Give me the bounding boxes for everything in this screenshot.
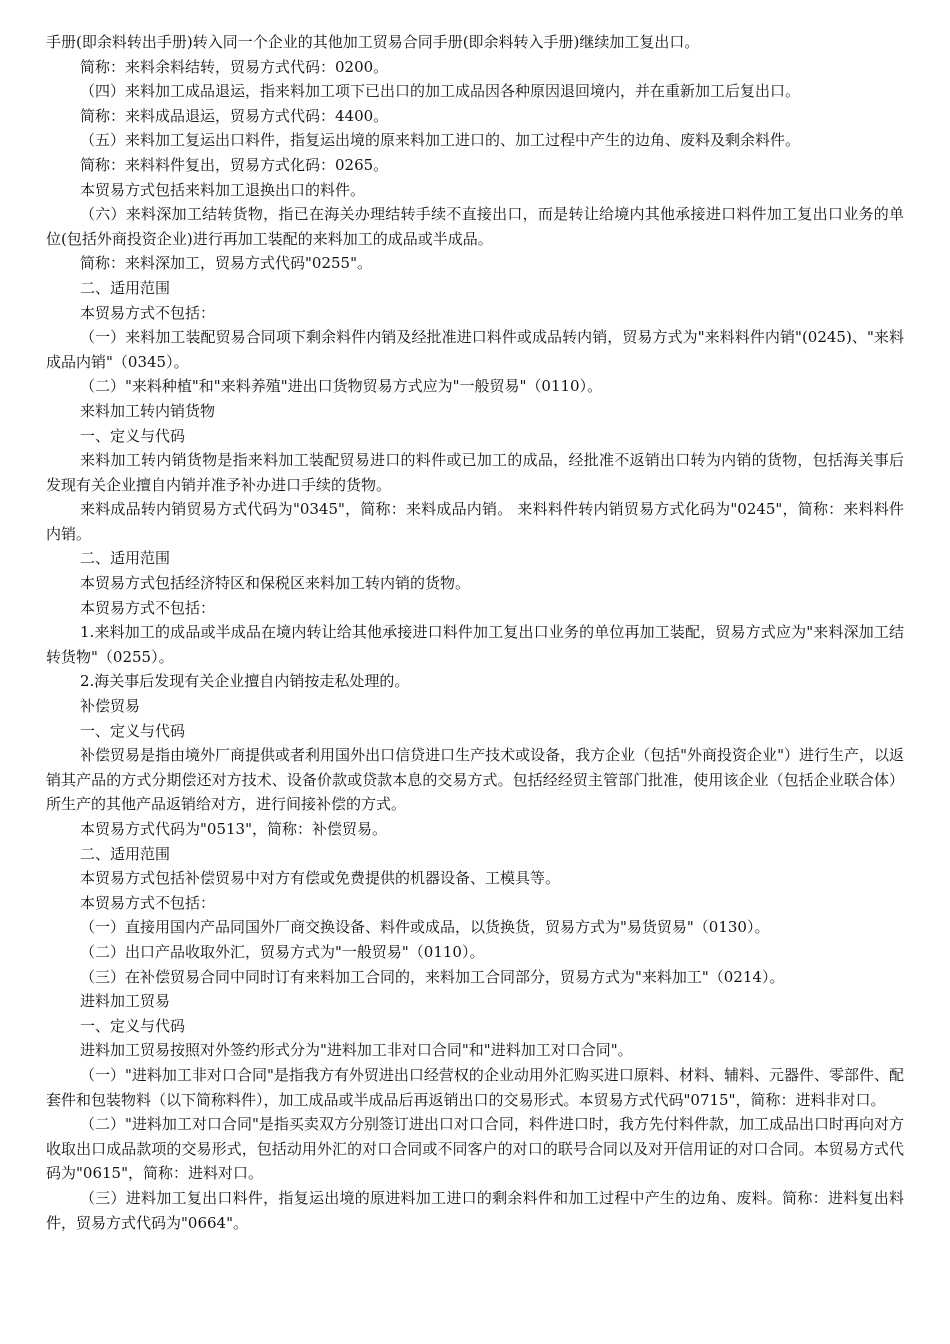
paragraph: 二、适用范围 bbox=[80, 278, 171, 297]
paragraph: （三）进料加工复出口料件，指复运出境的原进料加工进口的剩余料件和加工过程中产生的边角、废料。简称：进料复出料件，贸易方式代码为"0664"。 bbox=[46, 1188, 904, 1232]
paragraph: 手册(即余料转出手册)转入同一个企业的其他加工贸易合同手册(即余料转入手册)继续加工复出口。 bbox=[46, 33, 700, 51]
paragraph: （二）"来料种植"和"来料养殖"进出口货物贸易方式应为"一般贸易"（0110）。 bbox=[80, 377, 603, 396]
paragraph: 本贸易方式不包括： bbox=[80, 893, 216, 912]
paragraph: （二）出口产品收取外汇，贸易方式为"一般贸易"（0110）。 bbox=[80, 942, 485, 961]
paragraph: 进料加工贸易 bbox=[80, 992, 171, 1011]
paragraph: 简称：来料深加工，贸易方式代码"0255"。 bbox=[80, 254, 372, 273]
paragraph: 本贸易方式包括来料加工退换出口的料件。 bbox=[80, 180, 366, 199]
paragraph: 来料成品转内销贸易方式代码为"0345"，简称：来料成品内销。 来料料件转内销贸易方式化码为"0245"，简称：来料料件内销。 bbox=[46, 500, 904, 543]
paragraph: （六）来料深加工结转货物，指已在海关办理结转手续不直接出口，而是转让给境内其他承接进口料件加工复出口业务的单位(包括外商投资企业)进行再加工装配的来料加工的成品或半成品。 bbox=[46, 205, 904, 248]
paragraph: 补偿贸易 bbox=[80, 697, 141, 716]
paragraph: 本贸易方式不包括： bbox=[80, 303, 216, 322]
paragraph: 补偿贸易是指由境外厂商提供或者利用国外出口信贷进口生产技术或设备，我方企业（包括"外商投资企业"）进行生产，以返销其产品的方式分期偿还对方技术、设备价款或贷款本息的交易方式。包括经经贸主管部门批准，使用该企业（包括企业联合体）所生产的其他产品返销给对方，进行间接补偿的方式。 bbox=[46, 746, 904, 814]
paragraph: 来料加工转内销货物 bbox=[80, 401, 216, 420]
paragraph: 本贸易方式包括补偿贸易中对方有偿或免费提供的机器设备、工模具等。 bbox=[80, 869, 561, 888]
paragraph: （五）来料加工复运出口料件，指复运出境的原来料加工进口的、加工过程中产生的边角、废料及剩余料件。 bbox=[80, 131, 801, 150]
paragraph: 二、适用范围 bbox=[80, 844, 171, 863]
paragraph: 简称：来料料件复出，贸易方式化码：0265。 bbox=[80, 155, 389, 174]
paragraph: 2.海关事后发现有关企业擅自内销按走私处理的。 bbox=[80, 672, 410, 691]
paragraph: （一）来料加工装配贸易合同项下剩余料件内销及经批准进口料件或成品转内销，贸易方式为"来料料件内销"(0245)、"来料成品内销"（0345）。 bbox=[46, 328, 904, 371]
paragraph: 简称：来料余料结转，贸易方式代码：0200。 bbox=[80, 57, 389, 76]
paragraph: 本贸易方式代码为"0513"，简称：补偿贸易。 bbox=[80, 820, 387, 838]
paragraph: 进料加工贸易按照对外签约形式分为"进料加工非对口合同"和"进料加工对口合同"。 bbox=[80, 1041, 633, 1060]
paragraph: 简称：来料成品退运，贸易方式代码：4400。 bbox=[80, 106, 389, 125]
paragraph: （二）"进料加工对口合同"是指买卖双方分别签订进出口对口合同，料件进口时，我方先付料件款，加工成品出口时再向对方收取出口成品款项的交易形式，包括动用外汇的对口合同或不同客户的对口的联号合同以及对开信用证的对口合同。本贸易方式代码为"0615"，简称：进料对口。 bbox=[46, 1115, 904, 1183]
paragraph: 本贸易方式不包括： bbox=[80, 598, 216, 617]
paragraph: 二、适用范围 bbox=[80, 549, 171, 568]
paragraph: （四）来料加工成品退运，指来料加工项下已出口的加工成品因各种原因退回境内，并在重新加工后复出口。 bbox=[80, 82, 801, 101]
paragraph: 1.来料加工的成品或半成品在境内转让给其他承接进口料件加工复出口业务的单位再加工装配，贸易方式应为"来料深加工结转货物"（0255）。 bbox=[46, 623, 904, 666]
paragraph: （一）直接用国内产品同国外厂商交换设备、料件或成品，以货换货，贸易方式为"易货贸易"（0130）。 bbox=[80, 918, 770, 937]
paragraph: 一、定义与代码 bbox=[80, 1016, 186, 1035]
paragraph: （三）在补偿贸易合同中同时订有来料加工合同的，来料加工合同部分，贸易方式为"来料加工"（0214）。 bbox=[80, 967, 785, 986]
paragraph: （一）"进料加工非对口合同"是指我方有外贸进出口经营权的企业动用外汇购买进口原料、材料、辅料、元器件、零部件、配套件和包装物料（以下简称料件），加工成品或半成品后再返销出口的交易形式。本贸易方式代码"0715"，简称：进料非对口。 bbox=[46, 1065, 904, 1109]
paragraph: 本贸易方式包括经济特区和保税区来料加工转内销的货物。 bbox=[80, 574, 471, 593]
paragraph: 一、定义与代码 bbox=[80, 426, 186, 445]
paragraph: 一、定义与代码 bbox=[80, 721, 186, 740]
paragraph: 来料加工转内销货物是指来料加工装配贸易进口的料件或已加工的成品，经批准不返销出口转为内销的货物，包括海关事后发现有关企业擅自内销并准予补办进口手续的货物。 bbox=[46, 451, 904, 494]
